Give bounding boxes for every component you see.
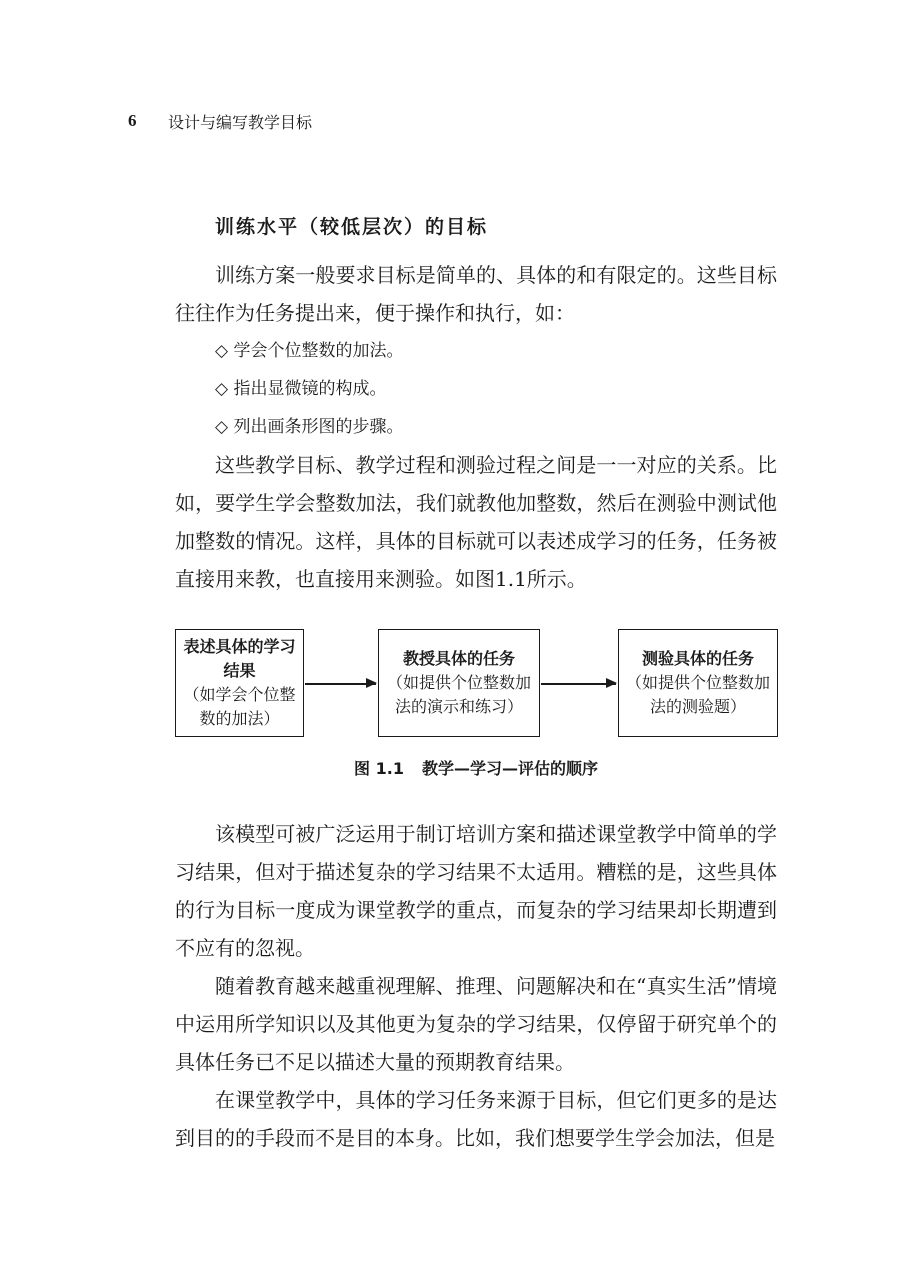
page-header <box>128 106 312 136</box>
diagram-box-outcome <box>175 629 304 737</box>
page-number: 6 <box>128 111 137 130</box>
figure-caption-label: 图 1.1 <box>354 759 404 778</box>
diagram-box-subtitle: （如学会个位整数的加法） <box>183 685 296 728</box>
paragraph-5: 在课堂教学中，具体的学习任务来源于目标，但它们更多的是达到目的的手段而不是目的本身。比如，我们想要学生学会加法，但是 <box>175 1088 777 1150</box>
figure-caption-text: 教学—学习—评估的顺序 <box>421 759 598 778</box>
bullet-list <box>215 332 403 446</box>
figure-caption <box>175 756 777 779</box>
diagram-box-title: 测验具体的任务 <box>641 649 754 668</box>
running-title: 设计与编写教学目标 <box>168 112 313 132</box>
bullet-item: ◇ 学会个位整数的加法。 <box>215 341 404 361</box>
paragraph-4: 随着教育越来越重视理解、推理、问题解决和在“真实生活”情境中运用所学知识以及其他更为复杂的学习结果，仅停留于研究单个的具体任务已不足以描述大量的预期教育结果。 <box>175 974 777 1074</box>
diagram-box-title: 表述具体的学习结果 <box>183 637 296 680</box>
diagram-box-test <box>618 629 778 737</box>
section-heading: 训练水平（较低层次）的目标 <box>215 216 489 238</box>
paragraph-3: 该模型可被广泛运用于制订培训方案和描述课堂教学中简单的学习结果，但对于描述复杂的学习结果不太适用。糟糕的是，这些具体的行为目标一度成为课堂教学的重点，而复杂的学习结果却长期遭到不应有的忽视。 <box>175 822 777 960</box>
arrow-right-icon <box>541 683 616 685</box>
diagram-box-title: 教授具体的任务 <box>402 649 515 668</box>
bullet-item: ◇ 指出显微镜的构成。 <box>215 379 387 399</box>
flow-diagram <box>175 629 777 739</box>
diagram-box-subtitle: （如提供个位整数加法的测验题） <box>625 673 770 716</box>
bullet-item: ◇ 列出画条形图的步骤。 <box>215 417 404 437</box>
paragraph-1: 训练方案一般要求目标是简单的、具体的和有限定的。这些目标往往作为任务提出来，便于操作和执行，如： <box>175 263 777 325</box>
paragraph-2: 这些教学目标、教学过程和测验过程之间是一一对应的关系。比如，要学生学会整数加法，我们就教他加整数，然后在测验中测试他加整数的情况。这样，具体的目标就可以表述成学习的任务，任务被直接用来教，也直接用来测验。如图1.1所示。 <box>175 453 777 591</box>
arrow-right-icon <box>305 683 376 685</box>
diagram-box-teach <box>378 629 540 737</box>
diagram-box-subtitle: （如提供个位整数加法的演示和练习） <box>386 673 531 716</box>
